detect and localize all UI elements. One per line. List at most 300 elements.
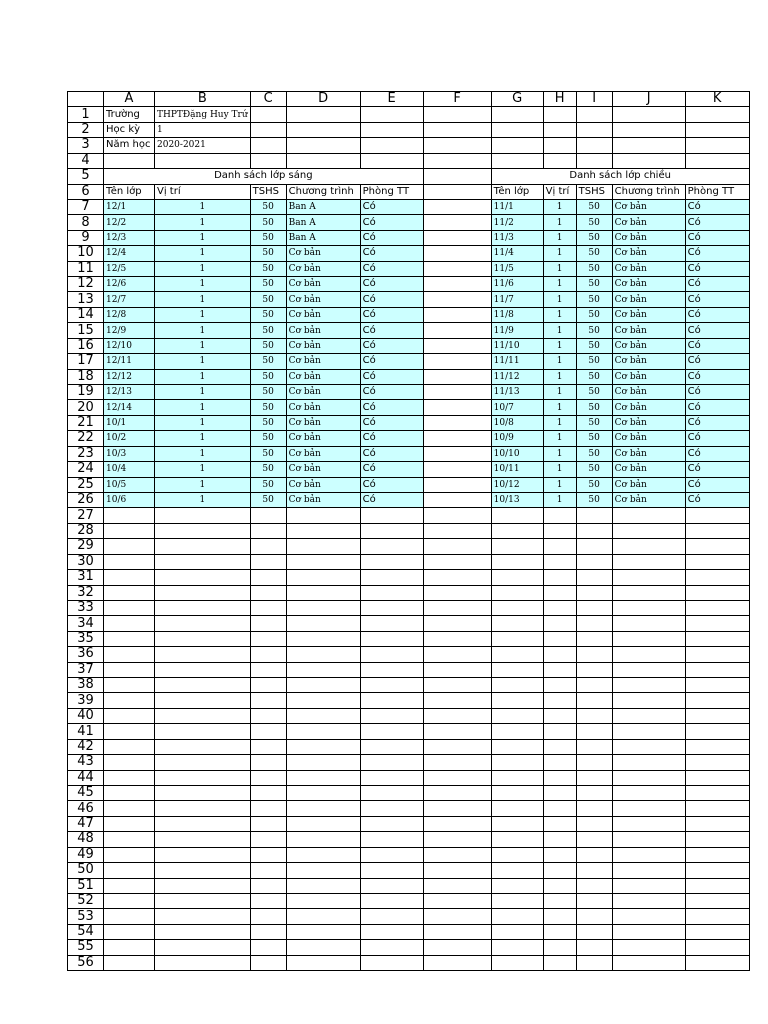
cell[interactable] bbox=[423, 523, 491, 538]
row-header[interactable]: 35 bbox=[68, 631, 104, 646]
afternoon-room[interactable]: Có bbox=[685, 307, 749, 322]
morning-room[interactable]: Có bbox=[360, 323, 423, 338]
afternoon-program[interactable]: Cơ bản bbox=[612, 462, 685, 477]
row-header[interactable]: 12 bbox=[68, 277, 104, 292]
cell[interactable] bbox=[155, 708, 251, 723]
cell[interactable] bbox=[491, 878, 543, 893]
cell[interactable] bbox=[360, 662, 423, 677]
cell[interactable] bbox=[685, 724, 749, 739]
afternoon-room[interactable]: Có bbox=[685, 277, 749, 292]
cell[interactable] bbox=[612, 770, 685, 785]
afternoon-position[interactable]: 1 bbox=[543, 354, 576, 369]
cell[interactable] bbox=[612, 708, 685, 723]
cell[interactable] bbox=[250, 755, 286, 770]
cell[interactable] bbox=[155, 647, 251, 662]
morning-student-count[interactable]: 50 bbox=[250, 246, 286, 261]
row-header[interactable]: 42 bbox=[68, 739, 104, 754]
morning-room[interactable]: Có bbox=[360, 477, 423, 492]
afternoon-class-name[interactable]: 11/13 bbox=[491, 385, 543, 400]
row-header[interactable]: 22 bbox=[68, 431, 104, 446]
morning-room[interactable]: Có bbox=[360, 462, 423, 477]
cell[interactable] bbox=[685, 122, 749, 137]
cell[interactable] bbox=[423, 631, 491, 646]
morning-student-count[interactable]: 50 bbox=[250, 354, 286, 369]
cell[interactable] bbox=[360, 508, 423, 523]
cell[interactable] bbox=[543, 647, 576, 662]
afternoon-program[interactable]: Cơ bản bbox=[612, 354, 685, 369]
cell[interactable] bbox=[612, 940, 685, 955]
morning-class-name[interactable]: 12/4 bbox=[104, 246, 155, 261]
cell[interactable] bbox=[423, 261, 491, 276]
afternoon-class-name[interactable]: 11/12 bbox=[491, 369, 543, 384]
cell[interactable] bbox=[360, 554, 423, 569]
cell[interactable] bbox=[491, 600, 543, 615]
cell[interactable] bbox=[360, 878, 423, 893]
cell[interactable] bbox=[491, 924, 543, 939]
cell[interactable] bbox=[685, 847, 749, 862]
cell[interactable] bbox=[576, 647, 612, 662]
cell[interactable] bbox=[286, 107, 360, 122]
row-header[interactable]: 47 bbox=[68, 816, 104, 831]
morning-class-name[interactable]: 12/11 bbox=[104, 354, 155, 369]
row-header[interactable]: 24 bbox=[68, 462, 104, 477]
morning-room[interactable]: Có bbox=[360, 246, 423, 261]
cell[interactable] bbox=[576, 708, 612, 723]
cell[interactable] bbox=[286, 647, 360, 662]
cell[interactable] bbox=[543, 801, 576, 816]
row-header[interactable]: 31 bbox=[68, 570, 104, 585]
cell[interactable] bbox=[104, 724, 155, 739]
morning-room[interactable]: Có bbox=[360, 230, 423, 245]
cell[interactable] bbox=[250, 909, 286, 924]
afternoon-class-name[interactable]: 11/1 bbox=[491, 199, 543, 214]
row-header[interactable]: 36 bbox=[68, 647, 104, 662]
morning-position[interactable]: 1 bbox=[155, 307, 251, 322]
row-header[interactable]: 16 bbox=[68, 338, 104, 353]
morning-room[interactable]: Có bbox=[360, 415, 423, 430]
row-header[interactable]: 32 bbox=[68, 585, 104, 600]
cell[interactable] bbox=[491, 801, 543, 816]
afternoon-program[interactable]: Cơ bản bbox=[612, 261, 685, 276]
afternoon-program[interactable]: Cơ bản bbox=[612, 307, 685, 322]
cell[interactable] bbox=[491, 107, 543, 122]
cell[interactable] bbox=[250, 878, 286, 893]
morning-student-count[interactable]: 50 bbox=[250, 307, 286, 322]
cell[interactable] bbox=[423, 354, 491, 369]
cell[interactable] bbox=[286, 523, 360, 538]
cell[interactable] bbox=[685, 801, 749, 816]
morning-position[interactable]: 1 bbox=[155, 385, 251, 400]
year-label[interactable]: Năm học bbox=[104, 138, 155, 153]
afternoon-position[interactable]: 1 bbox=[543, 338, 576, 353]
cell[interactable] bbox=[250, 847, 286, 862]
row-header[interactable]: 39 bbox=[68, 693, 104, 708]
afternoon-room[interactable]: Có bbox=[685, 385, 749, 400]
morning-program[interactable]: Cơ bản bbox=[286, 292, 360, 307]
cell[interactable] bbox=[423, 431, 491, 446]
cell[interactable] bbox=[360, 909, 423, 924]
cell[interactable] bbox=[104, 600, 155, 615]
cell[interactable] bbox=[360, 616, 423, 631]
cell[interactable] bbox=[155, 554, 251, 569]
afternoon-program[interactable]: Cơ bản bbox=[612, 215, 685, 230]
cell[interactable] bbox=[685, 600, 749, 615]
afternoon-class-name[interactable]: 11/9 bbox=[491, 323, 543, 338]
cell[interactable] bbox=[612, 570, 685, 585]
afternoon-student-count[interactable]: 50 bbox=[576, 230, 612, 245]
afternoon-student-count[interactable]: 50 bbox=[576, 369, 612, 384]
cell[interactable] bbox=[286, 724, 360, 739]
afternoon-class-name[interactable]: 10/12 bbox=[491, 477, 543, 492]
cell[interactable] bbox=[423, 107, 491, 122]
cell[interactable] bbox=[491, 539, 543, 554]
column-header-e[interactable]: E bbox=[360, 92, 423, 107]
cell[interactable] bbox=[685, 107, 749, 122]
afternoon-student-count[interactable]: 50 bbox=[576, 277, 612, 292]
cell[interactable] bbox=[685, 893, 749, 908]
cell[interactable] bbox=[104, 940, 155, 955]
afternoon-student-count[interactable]: 50 bbox=[576, 354, 612, 369]
cell[interactable] bbox=[543, 570, 576, 585]
afternoon-class-name[interactable]: 11/3 bbox=[491, 230, 543, 245]
cell[interactable] bbox=[685, 708, 749, 723]
cell[interactable] bbox=[360, 847, 423, 862]
afternoon-room[interactable]: Có bbox=[685, 492, 749, 507]
afternoon-student-count[interactable]: 50 bbox=[576, 492, 612, 507]
cell[interactable] bbox=[423, 323, 491, 338]
cell[interactable] bbox=[576, 801, 612, 816]
morning-student-count[interactable]: 50 bbox=[250, 323, 286, 338]
cell[interactable] bbox=[104, 924, 155, 939]
cell[interactable] bbox=[250, 708, 286, 723]
morning-program[interactable]: Cơ bản bbox=[286, 477, 360, 492]
cell[interactable] bbox=[543, 847, 576, 862]
row-header[interactable]: 34 bbox=[68, 616, 104, 631]
cell[interactable] bbox=[286, 616, 360, 631]
morning-program[interactable]: Ban A bbox=[286, 230, 360, 245]
row-header[interactable]: 23 bbox=[68, 446, 104, 461]
cell[interactable] bbox=[612, 616, 685, 631]
cell[interactable] bbox=[685, 832, 749, 847]
morning-position[interactable]: 1 bbox=[155, 246, 251, 261]
cell[interactable] bbox=[250, 153, 286, 168]
morning-room[interactable]: Có bbox=[360, 261, 423, 276]
cell[interactable] bbox=[286, 554, 360, 569]
cell[interactable] bbox=[155, 847, 251, 862]
cell[interactable] bbox=[104, 554, 155, 569]
morning-program[interactable]: Cơ bản bbox=[286, 492, 360, 507]
row-header[interactable]: 2 bbox=[68, 122, 104, 137]
cell[interactable] bbox=[104, 909, 155, 924]
cell[interactable] bbox=[360, 600, 423, 615]
cell[interactable] bbox=[104, 662, 155, 677]
cell[interactable] bbox=[155, 585, 251, 600]
cell[interactable] bbox=[491, 863, 543, 878]
afternoon-position[interactable]: 1 bbox=[543, 307, 576, 322]
cell[interactable] bbox=[491, 122, 543, 137]
cell[interactable] bbox=[685, 785, 749, 800]
cell[interactable] bbox=[286, 708, 360, 723]
cell[interactable] bbox=[491, 678, 543, 693]
morning-room[interactable]: Có bbox=[360, 215, 423, 230]
cell[interactable] bbox=[543, 616, 576, 631]
cell[interactable] bbox=[423, 940, 491, 955]
column-header-i[interactable]: I bbox=[576, 92, 612, 107]
cell[interactable] bbox=[360, 539, 423, 554]
morning-position[interactable]: 1 bbox=[155, 431, 251, 446]
morning-room[interactable]: Có bbox=[360, 199, 423, 214]
morning-position[interactable]: 1 bbox=[155, 462, 251, 477]
cell[interactable] bbox=[104, 893, 155, 908]
year-value[interactable]: 2020-2021 bbox=[155, 138, 251, 153]
cell[interactable] bbox=[155, 816, 251, 831]
morning-program[interactable]: Ban A bbox=[286, 199, 360, 214]
afternoon-class-name[interactable]: 11/7 bbox=[491, 292, 543, 307]
cell[interactable] bbox=[612, 153, 685, 168]
cell[interactable] bbox=[612, 755, 685, 770]
row-header[interactable]: 1 bbox=[68, 107, 104, 122]
cell[interactable] bbox=[360, 708, 423, 723]
cell[interactable] bbox=[423, 570, 491, 585]
afternoon-position[interactable]: 1 bbox=[543, 446, 576, 461]
row-header[interactable]: 9 bbox=[68, 230, 104, 245]
morning-class-name[interactable]: 10/6 bbox=[104, 492, 155, 507]
morning-student-count[interactable]: 50 bbox=[250, 477, 286, 492]
cell[interactable] bbox=[250, 893, 286, 908]
afternoon-class-name[interactable]: 10/8 bbox=[491, 415, 543, 430]
morning-student-count[interactable]: 50 bbox=[250, 199, 286, 214]
cell[interactable] bbox=[423, 215, 491, 230]
morning-program[interactable]: Ban A bbox=[286, 215, 360, 230]
cell[interactable] bbox=[360, 570, 423, 585]
cell[interactable] bbox=[491, 153, 543, 168]
afternoon-room[interactable]: Có bbox=[685, 199, 749, 214]
morning-student-count[interactable]: 50 bbox=[250, 385, 286, 400]
morning-position[interactable]: 1 bbox=[155, 492, 251, 507]
afternoon-position[interactable]: 1 bbox=[543, 261, 576, 276]
afternoon-position[interactable]: 1 bbox=[543, 385, 576, 400]
cell[interactable] bbox=[286, 570, 360, 585]
cell[interactable] bbox=[576, 770, 612, 785]
cell[interactable] bbox=[250, 770, 286, 785]
cell[interactable] bbox=[685, 924, 749, 939]
afternoon-program[interactable]: Cơ bản bbox=[612, 369, 685, 384]
cell[interactable] bbox=[250, 508, 286, 523]
cell[interactable] bbox=[576, 107, 612, 122]
cell[interactable] bbox=[286, 801, 360, 816]
afternoon-position[interactable]: 1 bbox=[543, 369, 576, 384]
cell[interactable] bbox=[360, 940, 423, 955]
cell[interactable] bbox=[576, 893, 612, 908]
cell[interactable] bbox=[155, 508, 251, 523]
morning-class-name[interactable]: 12/7 bbox=[104, 292, 155, 307]
column-header-b[interactable]: B bbox=[155, 92, 251, 107]
cell[interactable] bbox=[423, 307, 491, 322]
cell[interactable] bbox=[491, 508, 543, 523]
row-header[interactable]: 30 bbox=[68, 554, 104, 569]
afternoon-student-count[interactable]: 50 bbox=[576, 415, 612, 430]
cell[interactable] bbox=[250, 678, 286, 693]
morning-program[interactable]: Cơ bản bbox=[286, 323, 360, 338]
cell[interactable] bbox=[576, 785, 612, 800]
row-header[interactable]: 53 bbox=[68, 909, 104, 924]
cell[interactable] bbox=[491, 770, 543, 785]
morning-position[interactable]: 1 bbox=[155, 354, 251, 369]
row-header[interactable]: 49 bbox=[68, 847, 104, 862]
cell[interactable] bbox=[543, 554, 576, 569]
semester-label[interactable]: Học kỳ bbox=[104, 122, 155, 137]
cell[interactable] bbox=[491, 739, 543, 754]
cell[interactable] bbox=[543, 138, 576, 153]
cell[interactable] bbox=[685, 693, 749, 708]
cell[interactable] bbox=[543, 724, 576, 739]
cell[interactable] bbox=[576, 863, 612, 878]
cell[interactable] bbox=[104, 816, 155, 831]
morning-header-students[interactable]: TSHS bbox=[250, 184, 286, 199]
cell[interactable] bbox=[104, 678, 155, 693]
cell[interactable] bbox=[491, 585, 543, 600]
cell[interactable] bbox=[612, 955, 685, 970]
cell[interactable] bbox=[685, 585, 749, 600]
cell[interactable] bbox=[104, 523, 155, 538]
cell[interactable] bbox=[612, 816, 685, 831]
afternoon-student-count[interactable]: 50 bbox=[576, 246, 612, 261]
cell[interactable] bbox=[155, 801, 251, 816]
cell[interactable] bbox=[543, 940, 576, 955]
cell[interactable] bbox=[685, 647, 749, 662]
afternoon-program[interactable]: Cơ bản bbox=[612, 246, 685, 261]
cell[interactable] bbox=[576, 585, 612, 600]
afternoon-student-count[interactable]: 50 bbox=[576, 307, 612, 322]
morning-program[interactable]: Cơ bản bbox=[286, 307, 360, 322]
cell[interactable] bbox=[543, 107, 576, 122]
row-header[interactable]: 14 bbox=[68, 307, 104, 322]
cell[interactable] bbox=[104, 708, 155, 723]
cell[interactable] bbox=[286, 909, 360, 924]
cell[interactable] bbox=[543, 662, 576, 677]
cell[interactable] bbox=[250, 832, 286, 847]
cell[interactable] bbox=[155, 893, 251, 908]
morning-student-count[interactable]: 50 bbox=[250, 431, 286, 446]
cell[interactable] bbox=[286, 847, 360, 862]
row-header[interactable]: 10 bbox=[68, 246, 104, 261]
cell[interactable] bbox=[423, 277, 491, 292]
cell[interactable] bbox=[423, 554, 491, 569]
row-header[interactable]: 13 bbox=[68, 292, 104, 307]
morning-class-name[interactable]: 12/14 bbox=[104, 400, 155, 415]
cell[interactable] bbox=[685, 955, 749, 970]
afternoon-program[interactable]: Cơ bản bbox=[612, 446, 685, 461]
column-header-c[interactable]: C bbox=[250, 92, 286, 107]
afternoon-room[interactable]: Có bbox=[685, 369, 749, 384]
cell[interactable] bbox=[286, 755, 360, 770]
cell[interactable] bbox=[423, 462, 491, 477]
cell[interactable] bbox=[423, 708, 491, 723]
row-header[interactable]: 18 bbox=[68, 369, 104, 384]
cell[interactable] bbox=[423, 832, 491, 847]
cell[interactable] bbox=[104, 647, 155, 662]
column-header-a[interactable]: A bbox=[104, 92, 155, 107]
afternoon-room[interactable]: Có bbox=[685, 431, 749, 446]
cell[interactable] bbox=[491, 847, 543, 862]
cell[interactable] bbox=[491, 708, 543, 723]
morning-room[interactable]: Có bbox=[360, 446, 423, 461]
afternoon-student-count[interactable]: 50 bbox=[576, 477, 612, 492]
cell[interactable] bbox=[286, 122, 360, 137]
cell[interactable] bbox=[250, 631, 286, 646]
cell[interactable] bbox=[423, 199, 491, 214]
cell[interactable] bbox=[685, 878, 749, 893]
cell[interactable] bbox=[104, 770, 155, 785]
afternoon-header-students[interactable]: TSHS bbox=[576, 184, 612, 199]
cell[interactable] bbox=[104, 570, 155, 585]
cell[interactable] bbox=[612, 832, 685, 847]
cell[interactable] bbox=[360, 523, 423, 538]
cell[interactable] bbox=[155, 153, 251, 168]
cell[interactable] bbox=[286, 138, 360, 153]
row-header[interactable]: 51 bbox=[68, 878, 104, 893]
morning-student-count[interactable]: 50 bbox=[250, 292, 286, 307]
afternoon-position[interactable]: 1 bbox=[543, 230, 576, 245]
afternoon-student-count[interactable]: 50 bbox=[576, 323, 612, 338]
cell[interactable] bbox=[360, 122, 423, 137]
cell[interactable] bbox=[250, 616, 286, 631]
row-header[interactable]: 48 bbox=[68, 832, 104, 847]
cell[interactable] bbox=[155, 739, 251, 754]
morning-room[interactable]: Có bbox=[360, 292, 423, 307]
morning-header-room[interactable]: Phòng TT bbox=[360, 184, 423, 199]
cell[interactable] bbox=[685, 909, 749, 924]
cell[interactable] bbox=[685, 739, 749, 754]
afternoon-room[interactable]: Có bbox=[685, 230, 749, 245]
cell[interactable] bbox=[685, 153, 749, 168]
cell[interactable] bbox=[250, 955, 286, 970]
cell[interactable] bbox=[250, 138, 286, 153]
column-header-k[interactable]: K bbox=[685, 92, 749, 107]
cell[interactable] bbox=[286, 878, 360, 893]
cell[interactable] bbox=[286, 631, 360, 646]
cell[interactable] bbox=[491, 616, 543, 631]
cell[interactable] bbox=[250, 554, 286, 569]
cell[interactable] bbox=[423, 184, 491, 199]
morning-header-position[interactable]: Vị trí bbox=[155, 184, 251, 199]
row-header[interactable]: 11 bbox=[68, 261, 104, 276]
cell[interactable] bbox=[543, 153, 576, 168]
morning-program[interactable]: Cơ bản bbox=[286, 246, 360, 261]
morning-student-count[interactable]: 50 bbox=[250, 492, 286, 507]
cell[interactable] bbox=[423, 755, 491, 770]
afternoon-program[interactable]: Cơ bản bbox=[612, 385, 685, 400]
cell[interactable] bbox=[685, 616, 749, 631]
afternoon-class-name[interactable]: 11/4 bbox=[491, 246, 543, 261]
cell[interactable] bbox=[423, 816, 491, 831]
row-header[interactable]: 43 bbox=[68, 755, 104, 770]
cell[interactable] bbox=[576, 153, 612, 168]
cell[interactable] bbox=[250, 785, 286, 800]
cell[interactable] bbox=[360, 832, 423, 847]
cell[interactable] bbox=[423, 292, 491, 307]
cell[interactable] bbox=[543, 708, 576, 723]
cell[interactable] bbox=[155, 724, 251, 739]
morning-class-name[interactable]: 10/4 bbox=[104, 462, 155, 477]
cell[interactable] bbox=[286, 924, 360, 939]
cell[interactable] bbox=[491, 724, 543, 739]
afternoon-position[interactable]: 1 bbox=[543, 492, 576, 507]
afternoon-student-count[interactable]: 50 bbox=[576, 446, 612, 461]
afternoon-header-class[interactable]: Tên lớp bbox=[491, 184, 543, 199]
afternoon-student-count[interactable]: 50 bbox=[576, 261, 612, 276]
afternoon-program[interactable]: Cơ bản bbox=[612, 338, 685, 353]
